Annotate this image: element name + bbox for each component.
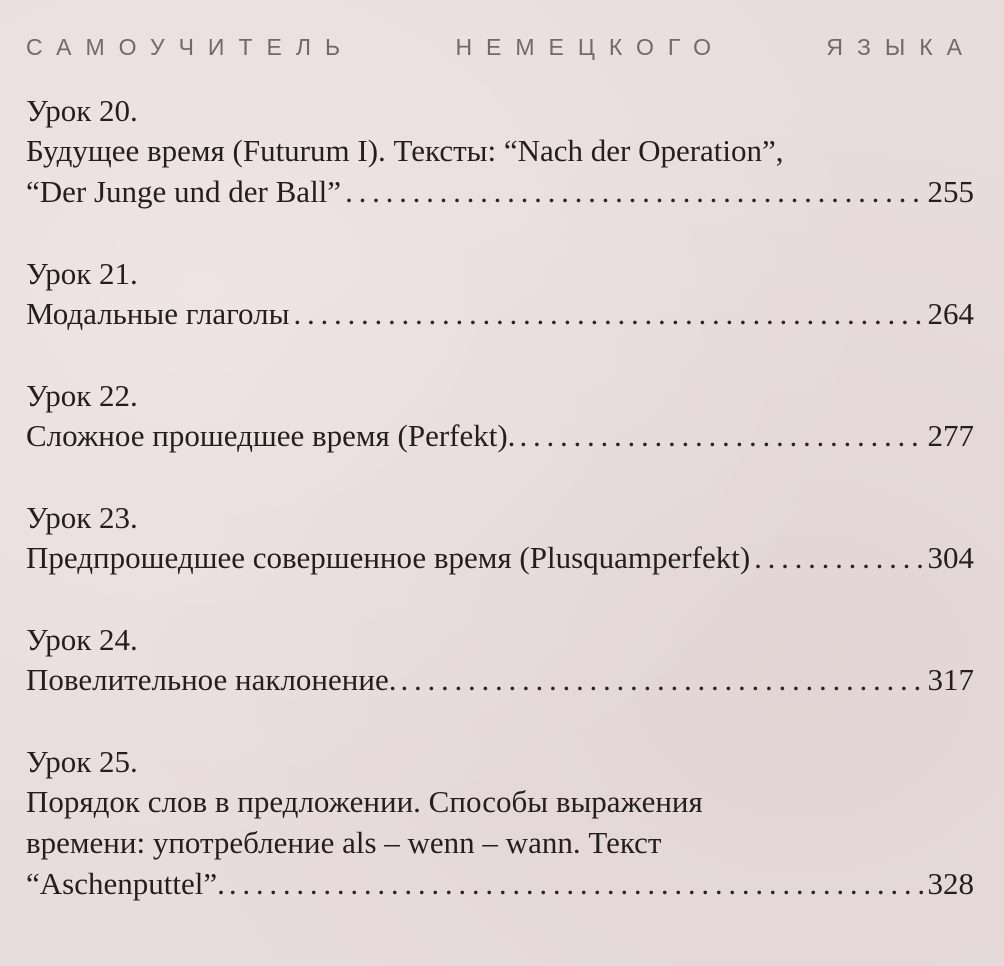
lesson-heading: Урок 23. bbox=[26, 500, 138, 535]
lesson-title-line: Порядок слов в предложении. Способы выражения bbox=[26, 784, 703, 819]
toc-leader-line bbox=[26, 293, 974, 334]
lesson-heading: Урок 24. bbox=[26, 622, 138, 657]
lesson-title-line: Будущее время (Futurum I). Тексты: “Nach der Operation”, bbox=[26, 133, 784, 168]
page-number: 277 bbox=[927, 418, 974, 453]
running-head-word-3: ЯЗЫКА bbox=[826, 34, 976, 60]
toc-entry-lesson-25 bbox=[26, 743, 974, 904]
lesson-title-line: Повелительное наклонение. bbox=[26, 662, 397, 697]
dot-leader bbox=[519, 415, 923, 456]
page-number: 255 bbox=[927, 174, 974, 209]
lesson-title-line: времени: употребление als – wenn – wann. Текст bbox=[26, 825, 662, 860]
toc-leader-line bbox=[26, 171, 974, 212]
lesson-title-line: “Aschenputtel”. bbox=[26, 866, 225, 901]
lesson-heading: Урок 21. bbox=[26, 256, 138, 291]
toc-entry-lesson-20 bbox=[26, 92, 974, 212]
page-number: 264 bbox=[927, 296, 974, 331]
lesson-title-line: Модальные глаголы bbox=[26, 296, 290, 331]
lesson-heading: Урок 25. bbox=[26, 744, 138, 779]
dot-leader bbox=[293, 293, 923, 334]
dot-leader bbox=[229, 863, 924, 904]
dot-leader bbox=[345, 171, 923, 212]
running-head bbox=[26, 34, 976, 68]
toc-leader-line bbox=[26, 537, 974, 578]
table-of-contents bbox=[26, 92, 974, 947]
dot-leader bbox=[754, 537, 923, 578]
running-head-word-1: САМОУЧИТЕЛЬ bbox=[26, 34, 355, 60]
lesson-title-line: Предпрошедшее совершенное время (Plusquamperfekt) bbox=[26, 540, 751, 575]
page-number: 317 bbox=[927, 662, 974, 697]
toc-leader-line bbox=[26, 415, 974, 456]
dot-leader bbox=[400, 659, 923, 700]
toc-entry-lesson-24 bbox=[26, 621, 974, 700]
toc-entry-lesson-23 bbox=[26, 499, 974, 578]
toc-entry-lesson-21 bbox=[26, 255, 974, 334]
page-number: 304 bbox=[927, 540, 974, 575]
toc-leader-line bbox=[26, 863, 974, 904]
lesson-heading: Урок 22. bbox=[26, 378, 138, 413]
page-number: 328 bbox=[927, 866, 974, 901]
lesson-title-line: Сложное прошедшее время (Perfekt). bbox=[26, 418, 516, 453]
toc-entry-lesson-22 bbox=[26, 377, 974, 456]
toc-leader-line bbox=[26, 659, 974, 700]
lesson-heading: Урок 20. bbox=[26, 93, 138, 128]
running-head-word-2: НЕМЕЦКОГО bbox=[455, 34, 725, 60]
lesson-title-line: “Der Junge und der Ball” bbox=[26, 174, 342, 209]
